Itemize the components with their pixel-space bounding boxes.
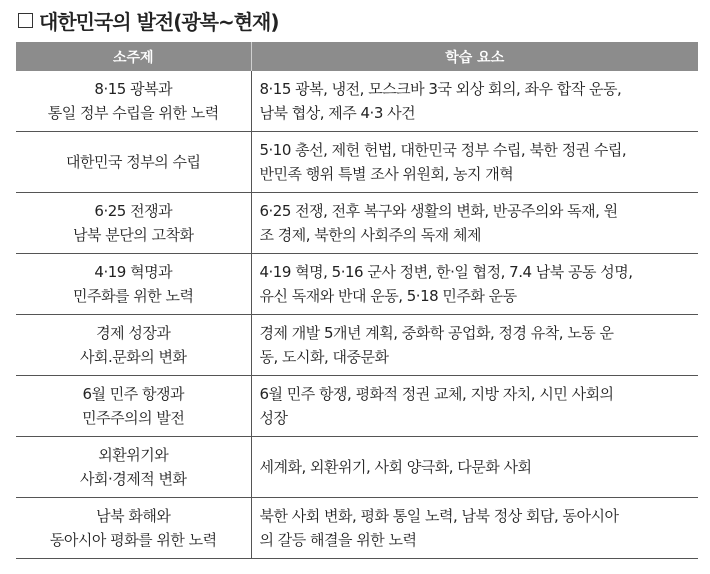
elements-cell-line: 유신 독재와 반대 운동, 5·18 민주화 운동: [259, 287, 517, 305]
table-header-row: [16, 42, 698, 71]
elements-cell-line: 반민족 행위 특별 조사 위원회, 농지 개혁: [259, 165, 514, 183]
elements-cell: [251, 193, 698, 254]
elements-cell-line: 8·15 광복, 냉전, 모스크바 3국 외상 회의, 좌우 합작 운동,: [259, 80, 622, 98]
topic-cell-line: 남북 분단의 고착화: [73, 226, 194, 244]
topic-cell-line: 남북 화해와: [96, 507, 171, 525]
elements-cell: [251, 315, 698, 376]
table-row: [16, 315, 698, 376]
elements-cell-line: 세계화, 외환위기, 사회 양극화, 다문화 사회: [259, 458, 532, 476]
header-topic: 소주제: [16, 42, 251, 71]
elements-cell-line: 경제 개발 5개년 계획, 중화학 공업화, 정경 유착, 노동 운: [259, 324, 614, 342]
checkbox-square-icon: [18, 13, 33, 28]
elements-cell-line: 5·10 총선, 제헌 헌법, 대한민국 정부 수립, 북한 정권 수립,: [259, 141, 627, 159]
topic-cell: [16, 254, 251, 315]
topic-cell-line: 외환위기와: [98, 446, 169, 464]
topic-cell-line: 경제 성장과: [96, 324, 171, 342]
topic-cell: [16, 498, 251, 559]
topic-cell-line: 민주주의의 발전: [82, 409, 185, 427]
elements-cell-line: 4·19 혁명, 5·16 군사 정변, 한·일 협정, 7.4 남북 공동 성명,: [259, 263, 633, 281]
elements-cell-line: 남북 협상, 제주 4·3 사건: [259, 104, 416, 122]
topic-cell-line: 6월 민주 항쟁과: [82, 385, 185, 403]
elements-cell: [251, 254, 698, 315]
header-elements: 학습 요소: [251, 42, 698, 71]
elements-cell-line: 북한 사회 변화, 평화 통일 노력, 남북 정상 회담, 동아시아: [259, 507, 619, 525]
elements-cell-line: 6월 민주 항쟁, 평화적 정권 교체, 지방 자치, 시민 사회의: [259, 385, 614, 403]
topic-cell: [16, 437, 251, 498]
elements-cell: [251, 437, 698, 498]
topic-cell-line: 사회·경제적 변화: [80, 470, 187, 488]
table-row: [16, 498, 698, 559]
section-title: [18, 6, 279, 35]
topic-cell: [16, 376, 251, 437]
topic-cell: [16, 193, 251, 254]
elements-cell-line: 조 경제, 북한의 사회주의 독재 체제: [259, 226, 481, 244]
elements-cell-line: 의 갈등 해결을 위한 노력: [259, 531, 417, 549]
table-row: [16, 193, 698, 254]
elements-cell: [251, 376, 698, 437]
table-row: [16, 376, 698, 437]
table-row: [16, 254, 698, 315]
title-text: 대한민국의 발전(광복~현재): [39, 10, 279, 34]
topic-cell-line: 4·19 혁명과: [94, 263, 173, 281]
curriculum-table: [16, 42, 698, 559]
elements-cell: [251, 71, 698, 132]
topic-cell-line: 6·25 전쟁과: [94, 202, 173, 220]
elements-cell: [251, 498, 698, 559]
table-row: [16, 132, 698, 193]
elements-cell-line: 성장: [259, 409, 288, 427]
topic-cell-line: 동아시아 평화를 위한 노력: [49, 531, 217, 549]
table-row: [16, 71, 698, 132]
elements-cell-line: 6·25 전쟁, 전후 복구와 생활의 변화, 반공주의와 독재, 원: [259, 202, 618, 220]
topic-cell-line: 통일 정부 수립을 위한 노력: [47, 104, 219, 122]
elements-cell: [251, 132, 698, 193]
topic-cell-line: 사회.문화의 변화: [80, 348, 187, 366]
topic-cell: [16, 315, 251, 376]
topic-cell: [16, 71, 251, 132]
elements-cell-line: 동, 도시화, 대중문화: [259, 348, 389, 366]
topic-cell: [16, 132, 251, 193]
table-row: [16, 437, 698, 498]
topic-cell-line: 대한민국 정부의 수립: [66, 153, 201, 171]
topic-cell-line: 민주화를 위한 노력: [73, 287, 194, 305]
topic-cell-line: 8·15 광복과: [94, 80, 173, 98]
